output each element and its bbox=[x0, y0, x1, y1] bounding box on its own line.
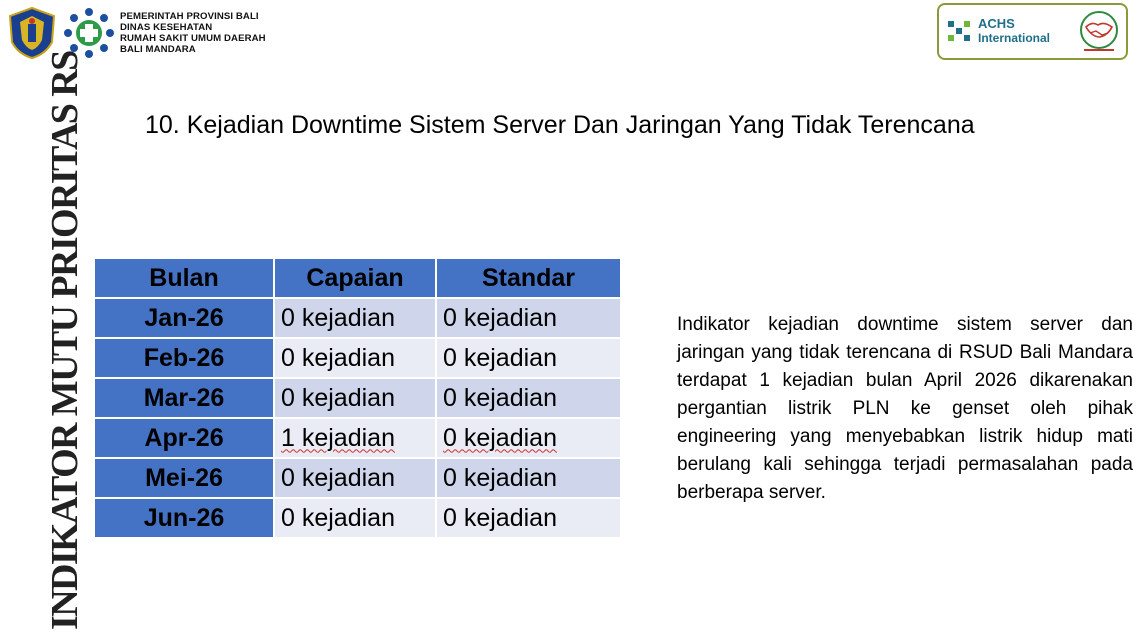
indicator-table bbox=[93, 257, 622, 539]
accreditation-box bbox=[937, 3, 1128, 60]
cell-standar-text: 0 kejadian bbox=[443, 423, 557, 452]
cell-month: Jan-26 bbox=[94, 298, 274, 338]
cell-capaian-text: 1 kejadian bbox=[281, 423, 395, 452]
cell-capaian: 0 kejadian bbox=[274, 338, 436, 378]
cell-capaian: 0 kejadian bbox=[274, 458, 436, 498]
cell-month: Apr-26 bbox=[94, 418, 274, 458]
table-row bbox=[94, 338, 621, 378]
table-header-row bbox=[94, 258, 621, 298]
table-row bbox=[94, 458, 621, 498]
table-row bbox=[94, 378, 621, 418]
header-standar: Standar bbox=[436, 258, 621, 298]
achs-sub: International bbox=[978, 31, 1051, 45]
table-row bbox=[94, 298, 621, 338]
vertical-text: INDIKATOR MUTU PRIORITAS RS bbox=[44, 51, 86, 630]
table-row bbox=[94, 498, 621, 538]
cell-capaian: 0 kejadian bbox=[274, 298, 436, 338]
cell-capaian: 0 kejadian bbox=[274, 378, 436, 418]
organization-name bbox=[120, 11, 266, 55]
table-row bbox=[94, 418, 621, 458]
org-line-2: DINAS KESEHATAN bbox=[120, 22, 213, 33]
achs-logo-icon bbox=[947, 17, 975, 47]
cell-standar bbox=[436, 418, 621, 458]
cell-standar: 0 kejadian bbox=[436, 498, 621, 538]
kars-emblem-icon bbox=[1076, 9, 1122, 55]
header-capaian: Capaian bbox=[274, 258, 436, 298]
cell-month: Jun-26 bbox=[94, 498, 274, 538]
cell-capaian: 0 kejadian bbox=[274, 498, 436, 538]
org-line-1: PEMERINTAH PROVINSI BALI bbox=[120, 11, 259, 22]
cell-capaian bbox=[274, 418, 436, 458]
vertical-sidebar-label bbox=[2, 51, 86, 632]
cell-month: Mar-26 bbox=[94, 378, 274, 418]
cell-month: Mei-26 bbox=[94, 458, 274, 498]
cell-standar: 0 kejadian bbox=[436, 298, 621, 338]
achs-name: ACHS bbox=[978, 16, 1015, 31]
slide-title: 10. Kejadian Downtime Sistem Server Dan Jaringan Yang Tidak Terencana bbox=[145, 111, 975, 139]
org-line-3: RUMAH SAKIT UMUM DAERAH bbox=[120, 33, 266, 44]
header-bulan: Bulan bbox=[94, 258, 274, 298]
explanation-paragraph: Indikator kejadian downtime sistem server dan jaringan yang tidak terencana di RSUD Bali Mandara terdapat 1 kejadian bulan April 2026 dikarenakan pergantian listrik PLN ke genset oleh pihak engineering yang menyebabkan listrik hidup mati berulang kali sehingga terjadi permasalahan pada berberapa server. bbox=[677, 314, 1133, 503]
cell-month: Feb-26 bbox=[94, 338, 274, 378]
cell-standar: 0 kejadian bbox=[436, 338, 621, 378]
cell-standar: 0 kejadian bbox=[436, 378, 621, 418]
org-line-4: BALI MANDARA bbox=[120, 44, 196, 55]
cell-standar: 0 kejadian bbox=[436, 458, 621, 498]
achs-label bbox=[978, 17, 1050, 45]
